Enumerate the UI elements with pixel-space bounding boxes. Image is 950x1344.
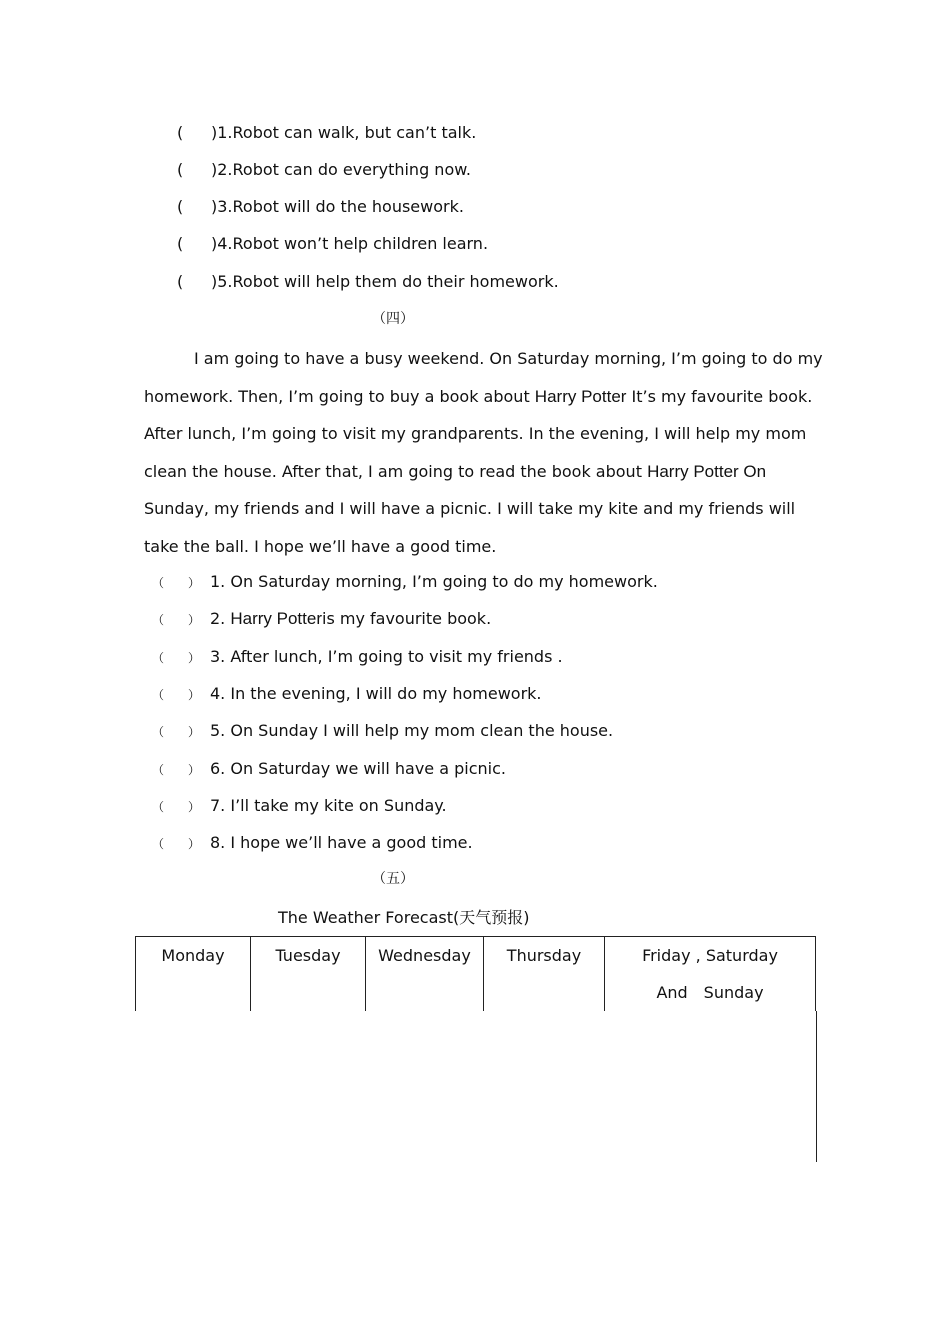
answer-bracket[interactable]: ( (177, 123, 184, 142)
passage-item-4 (152, 684, 542, 705)
answer-bracket[interactable]: ( (177, 272, 184, 291)
passage-item-6 (152, 759, 506, 780)
reading-passage (144, 340, 824, 565)
book-title: Harry Potter (534, 386, 627, 406)
statement-text: 7. I’ll take my kite on Sunday. (210, 796, 447, 815)
statement-prefix: 2. (210, 609, 231, 628)
passage-item-1 (152, 572, 658, 593)
passage-part-2: It’s my favourite book. After lunch, I’m going to visit my grandparents. In the evening, I will help my mom clean the house. After that, I am going to read the book about (144, 386, 813, 481)
day-cell-tuesday: Tuesday (251, 937, 366, 1012)
answer-bracket[interactable]: （ ） (152, 763, 201, 777)
statement-text: 1. On Saturday morning, I’m going to do my homework. (210, 572, 658, 591)
passage-item-3 (152, 647, 563, 668)
statement-text: 4. In the evening, I will do my homework. (210, 684, 542, 703)
answer-bracket[interactable]: （ ） (152, 651, 201, 665)
day-cell-wednesday: Wednesday (366, 937, 484, 1012)
day-cell-monday: Monday (136, 937, 251, 1012)
weather-table (135, 936, 816, 1011)
passage-part-1: I am going to have a busy weekend. On Saturday morning, I’m going to do my homework. Then, I’m going to buy a book about (144, 349, 823, 406)
robot-item-4 (177, 234, 488, 254)
answer-bracket[interactable]: （ ） (152, 613, 201, 627)
book-title: Harry Potter On (647, 461, 767, 481)
answer-bracket[interactable]: ( (177, 197, 184, 216)
robot-item-1 (177, 123, 476, 143)
statement-text: 8. I hope we’ll have a good time. (210, 833, 473, 852)
passage-part-3: Sunday, my friends and I will have a picnic. I will take my kite and my friends will take the ball. I hope we’ll have a good time. (144, 499, 796, 556)
robot-item-3 (177, 197, 464, 217)
statement-text: )1.Robot can walk, but can’t talk. (211, 123, 477, 142)
statement-text: )4.Robot won’t help children learn. (211, 234, 489, 253)
answer-bracket[interactable]: （ ） (152, 576, 201, 590)
weekend-line-2: And Sunday (656, 983, 764, 1002)
day-cell-thursday: Thursday (484, 937, 605, 1012)
robot-item-5 (177, 272, 559, 292)
statement-text: 3. After lunch, I’m going to visit my friends . (210, 647, 563, 666)
passage-item-8 (152, 833, 473, 854)
statement-text: )5.Robot will help them do their homework. (211, 272, 559, 291)
table-right-border (816, 1011, 817, 1162)
statement-text: 6. On Saturday we will have a picnic. (210, 759, 506, 778)
section-heading-4: （四） (372, 311, 414, 327)
section-heading-5: （五） (372, 871, 414, 887)
statement-text: 5. On Sunday I will help my mom clean the house. (210, 721, 614, 740)
passage-item-7 (152, 796, 447, 817)
statement-suffix: is my favourite book. (322, 609, 492, 628)
weather-forecast-title: The Weather Forecast(天气预报) (278, 908, 530, 927)
answer-bracket[interactable]: （ ） (152, 725, 201, 739)
book-title: Harry Potter (230, 609, 322, 628)
passage-item-2 (152, 609, 491, 630)
statement-text: )3.Robot will do the housework. (211, 197, 464, 216)
robot-item-2 (177, 160, 471, 180)
answer-bracket[interactable]: （ ） (152, 800, 201, 814)
table-row (136, 937, 816, 1012)
answer-bracket[interactable]: （ ） (152, 688, 201, 702)
answer-bracket[interactable]: （ ） (152, 837, 201, 851)
answer-bracket[interactable]: ( (177, 160, 184, 179)
day-cell-weekend (605, 937, 816, 1012)
answer-bracket[interactable]: ( (177, 234, 184, 253)
passage-item-5 (152, 721, 613, 742)
weekend-line-1: Friday , Saturday (642, 946, 778, 965)
statement-text: )2.Robot can do everything now. (211, 160, 471, 179)
